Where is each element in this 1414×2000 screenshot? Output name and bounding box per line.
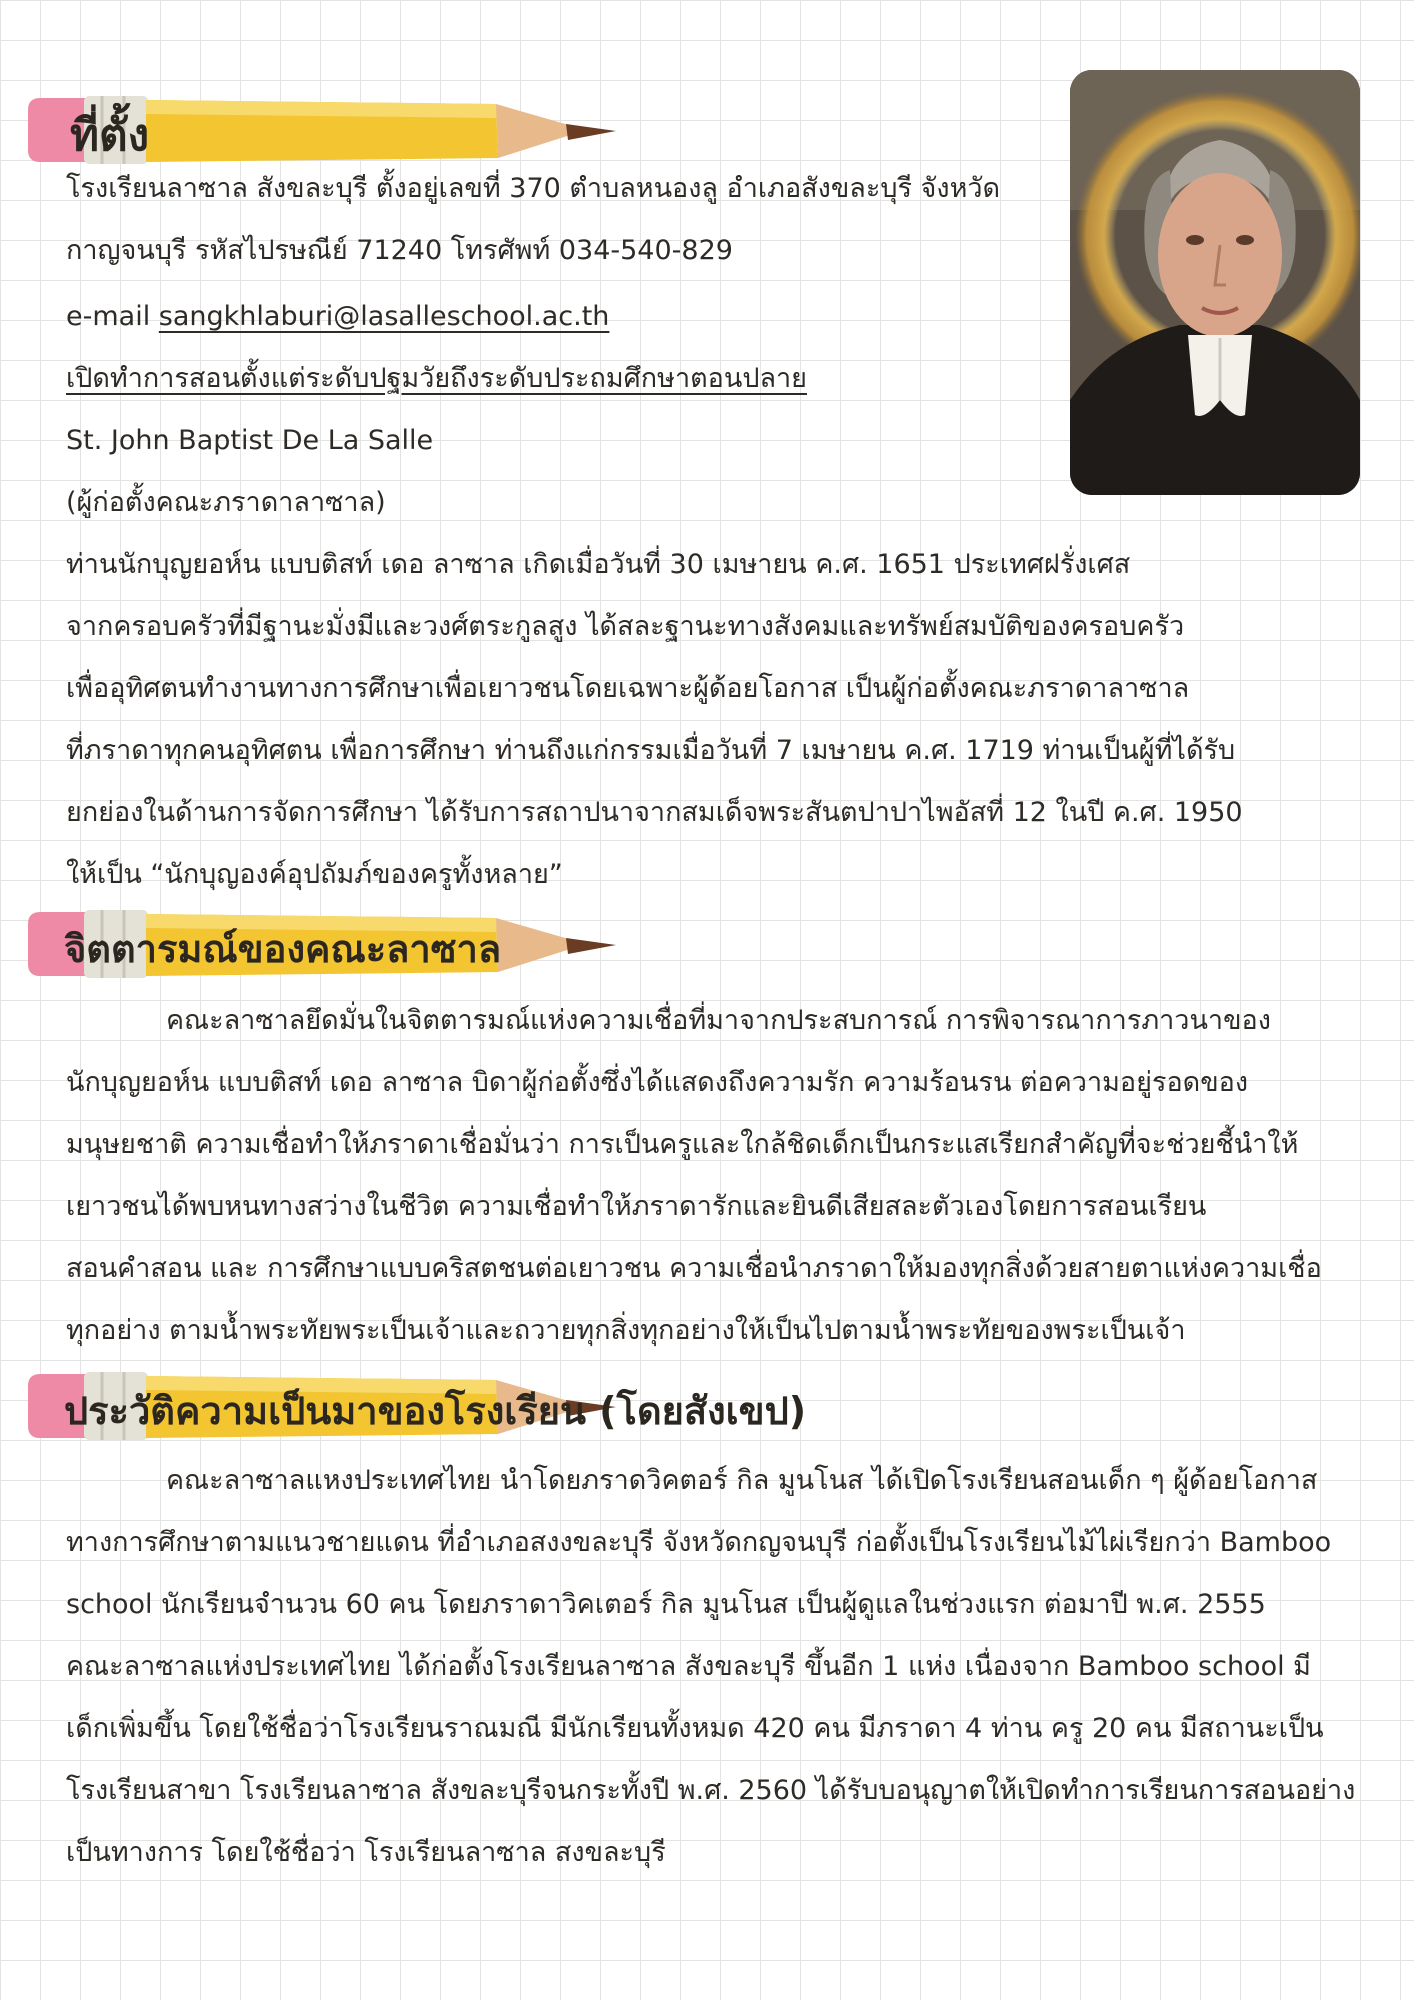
location-details [66, 348, 1243, 906]
bio-line: ให้เป็น “นักบุญองค์อุปถัมภ์ของครูทั้งหลาย” [66, 859, 563, 890]
history-line: โรงเรียนสาขา โรงเรียนลาซาล สังขละบุรีจนกระทั้งปี พ.ศ. 2560 ได้รับบอนุญาตให้เปิดทำการเรียนการสอนอย่าง [66, 1775, 1356, 1806]
spirit-line: คณะลาซาลยึดมั่นในจิตตารมณ์แห่งความเชื่อที่มาจากประสบการณ์ การพิจารณาการภาวนาของ [166, 1005, 1271, 1036]
location-heading: ที่ตั้ง [70, 110, 150, 161]
founder-note: (ผู้ก่อตั้งคณะภราดาลาซาล) [66, 487, 386, 518]
bio-line: จากครอบครัวที่มีฐานะมั่งมีและวงศ์ตระกูลสูง ได้สละฐานะทางสังคมและทรัพย์สมบัติของครอบครัว [66, 611, 1185, 642]
history-line: school นักเรียนจำนวน 60 คน โดยภราดาวิคเตอร์ กิล มูนโนส เป็นผู้ดูแลในช่วงแรก ต่อมาปี พ.ศ. 2555 [66, 1589, 1266, 1620]
history-line: คณะลาซาลแห่งประเทศไทย ได้ก่อตั้งโรงเรียนลาซาล สังขละบุรี ขึ้นอีก 1 แห่ง เนื่องจาก Bamboo school มี [66, 1651, 1311, 1682]
history-line: เด็กเพิ่มขึ้น โดยใช้ชื่อว่าโรงเรียนราณมณี มีนักเรียนทั้งหมด 420 คน มีภราดา 4 ท่าน ครู 20 คน มีสถานะเป็น [66, 1713, 1324, 1744]
email-row [66, 286, 609, 348]
location-address [66, 158, 1000, 282]
history-line: เป็นทางการ โดยใช้ชื่อว่า โรงเรียนลาซาล สงขละบุรี [66, 1837, 666, 1868]
history-body [66, 1450, 1355, 1884]
history-line: ทางการศึกษาตามแนวชายแดน ที่อำเภอสงงขละบุรี จังหวัดกญจนบุรี ก่อตั้งเป็นโรงเรียนไม้ไผ่เรียกว่า Bamboo [66, 1527, 1332, 1558]
spirit-line: นักบุญยอห์น แบบติสท์ เดอ ลาซาล บิดาผู้ก่อตั้งซึ่งได้แสดงถึงความรัก ความร้อนรน ต่อความอยู่รอดของ [66, 1067, 1249, 1098]
address-line: กาญจนบุรี รหัสไปรษณีย์ 71240 โทรศัพท์ 034-540-829 [66, 235, 733, 266]
spirit-line: สอนคำสอน และ การศึกษาแบบคริสตชนต่อเยาวชน ความเชื่อนำภราดาให้มองทุกสิ่งด้วยสายตาแห่งความเชื่อ [66, 1253, 1322, 1284]
saint-portrait [1070, 70, 1360, 495]
bio-line: เพื่ออุทิศตนทำงานทางการศึกษาเพื่อเยาวชนโดยเฉพาะผู้ด้อยโอกาส เป็นผู้ก่อตั้งคณะภราดาลาซาล [66, 673, 1190, 704]
school-levels: เปิดทำการสอนตั้งแต่ระดับปฐมวัยถึงระดับประถมศึกษาตอนปลาย [66, 363, 807, 394]
history-line: คณะลาซาลแหงประเทศไทย นำโดยภราดวิคตอร์ กิล มูนโนส ได้เปิดโรงเรียนสอนเด็ก ๆ ผู้ด้อยโอกาส [166, 1465, 1318, 1496]
bio-line: ท่านนักบุญยอห์น แบบติสท์ เดอ ลาซาล เกิดเมื่อวันที่ 30 เมษายน ค.ศ. 1651 ประเทศฝรั่งเศส [66, 549, 1131, 580]
saint-name: St. John Baptist De La Salle [66, 425, 434, 456]
spirit-line: มนุษยชาติ ความเชื่อทำให้ภราดาเชื่อมั่นว่า การเป็นครูและใกล้ชิดเด็กเป็นกระแสเรียกสำคัญที่จะช่วยชี้นำให้ [66, 1129, 1299, 1160]
email-link[interactable]: sangkhlaburi@lasalleschool.ac.th [158, 301, 610, 332]
spirit-line: เยาวชนได้พบหนทางสว่างในชีวิต ความเชื่อทำให้ภราดารักและยินดีเสียสละตัวเองโดยการสอนเรียน [66, 1191, 1207, 1222]
spirit-body [66, 990, 1322, 1362]
spirit-heading: จิตตารมณ์ของคณะลาซาล [64, 927, 502, 971]
email-label: e-mail [66, 301, 159, 332]
portrait-image [1070, 70, 1360, 495]
bio-line: ยกย่องในด้านการจัดการศึกษา ได้รับการสถาปนาจากสมเด็จพระสันตปาปาไพอัสที่ 12 ในปี ค.ศ. 1950 [66, 797, 1243, 828]
pencil-banner-history [26, 1360, 886, 1452]
pencil-banner-spirit [26, 898, 616, 990]
history-heading: ประวัติความเป็นมาของโรงเรียน (โดยสังเขป) [64, 1389, 807, 1433]
spirit-line: ทุกอย่าง ตามน้ำพระทัยพระเป็นเจ้าและถวายทุกสิ่งทุกอย่างให้เป็นไปตามน้ำพระทัยของพระเป็นเจ้า [66, 1315, 1186, 1346]
address-line: โรงเรียนลาซาล สังขละบุรี ตั้งอยู่เลขที่ 370 ตำบลหนองลู อำเภอสังขละบุรี จังหวัด [66, 173, 1001, 204]
bio-line: ที่ภราดาทุกคนอุทิศตน เพื่อการศึกษา ท่านถึงแก่กรรมเมื่อวันที่ 7 เมษายน ค.ศ. 1719 ท่านเป็นผู้ที่ได้รับ [66, 735, 1236, 766]
